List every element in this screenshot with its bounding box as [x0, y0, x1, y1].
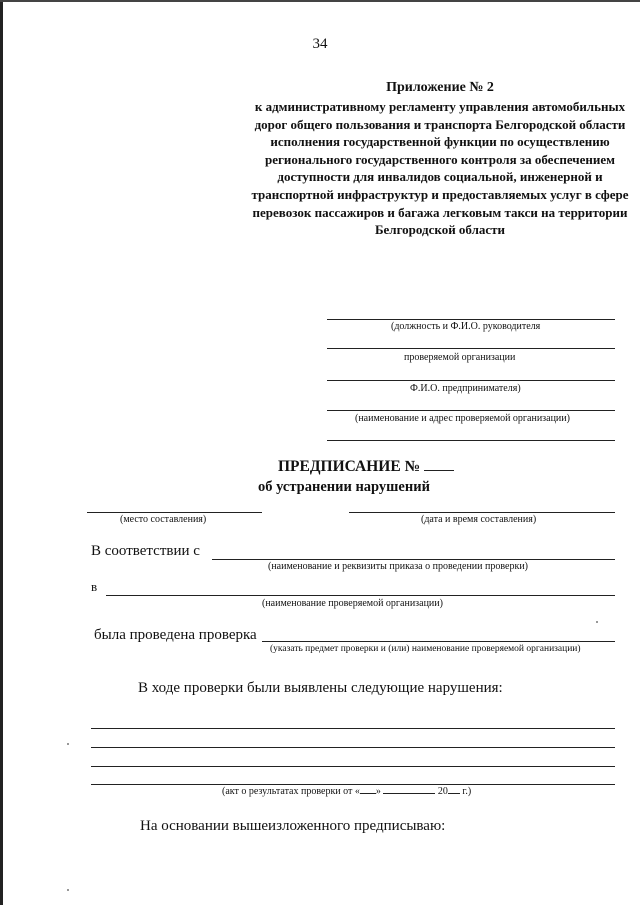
addressee-caption-3: Ф.И.О. предпринимателя)	[410, 383, 521, 394]
violations-line-3	[91, 766, 615, 767]
act-reference: (акт о результатах проверки от « » 20 г.)	[222, 786, 472, 797]
violations-intro: В ходе проверки были выявлены следующие нарушения:	[138, 680, 503, 696]
scan-speck	[596, 621, 598, 623]
inspection-caption: (указать предмет проверки и (или) наименование проверяемой организации)	[270, 644, 581, 654]
act-day-blank	[360, 793, 376, 794]
scan-speck	[67, 743, 69, 745]
page-number: 34	[312, 36, 328, 52]
addressee-line-3	[327, 380, 615, 381]
document-title: ПРЕДПИСАНИЕ №	[278, 458, 454, 476]
act-year-blank	[448, 793, 460, 794]
place-line	[87, 512, 262, 513]
page-edge-top	[0, 0, 640, 2]
org-caption: (наименование проверяемой организации)	[262, 598, 443, 609]
date-line	[349, 512, 615, 513]
date-caption: (дата и время составления)	[421, 514, 537, 525]
addressee-caption-2: проверяемой организации	[404, 352, 516, 363]
act-month-blank	[383, 793, 435, 794]
document-number-blank	[424, 470, 454, 471]
basis-label: В соответствии с	[91, 543, 200, 559]
addressee-line-5	[327, 440, 615, 441]
document-subtitle: об устранении нарушений	[258, 479, 430, 495]
page-edge-left	[0, 0, 3, 905]
violations-line-2	[91, 747, 615, 748]
org-prefix: в	[91, 579, 98, 594]
addressee-caption-4: (наименование и адрес проверяемой организации)	[355, 413, 570, 424]
scan-speck	[67, 889, 69, 891]
appendix-title: Приложение № 2	[386, 80, 494, 95]
addressee-caption-1: (должность и Ф.И.О. руководителя	[391, 321, 541, 332]
appendix-description: к административному регламенту управления автомобильных дорог общего пользования и транспорта Белгородской области исполнения государственной функции по осуществлению регионального государственного контроля за обеспечением доступности для инвалидов социальной, инженерной и транспортной инфраструктур и предоставляемых услуг в сфере перевозок пассажиров и багажа легковым такси на территории Белгородской области	[251, 99, 629, 238]
basis-line	[212, 559, 615, 560]
violations-line-4	[91, 784, 615, 785]
addressee-line-4	[327, 410, 615, 411]
violations-line-1	[91, 728, 615, 729]
inspection-label: была проведена проверка	[94, 627, 257, 643]
addressee-line-2	[327, 348, 615, 349]
org-line	[106, 595, 615, 596]
place-caption: (место составления)	[120, 514, 207, 525]
addressee-line-1	[327, 319, 615, 320]
basis-caption: (наименование и реквизиты приказа о проведении проверки)	[268, 561, 529, 572]
inspection-line	[262, 641, 615, 642]
conclusion-text: На основании вышеизложенного предписываю:	[140, 818, 446, 834]
